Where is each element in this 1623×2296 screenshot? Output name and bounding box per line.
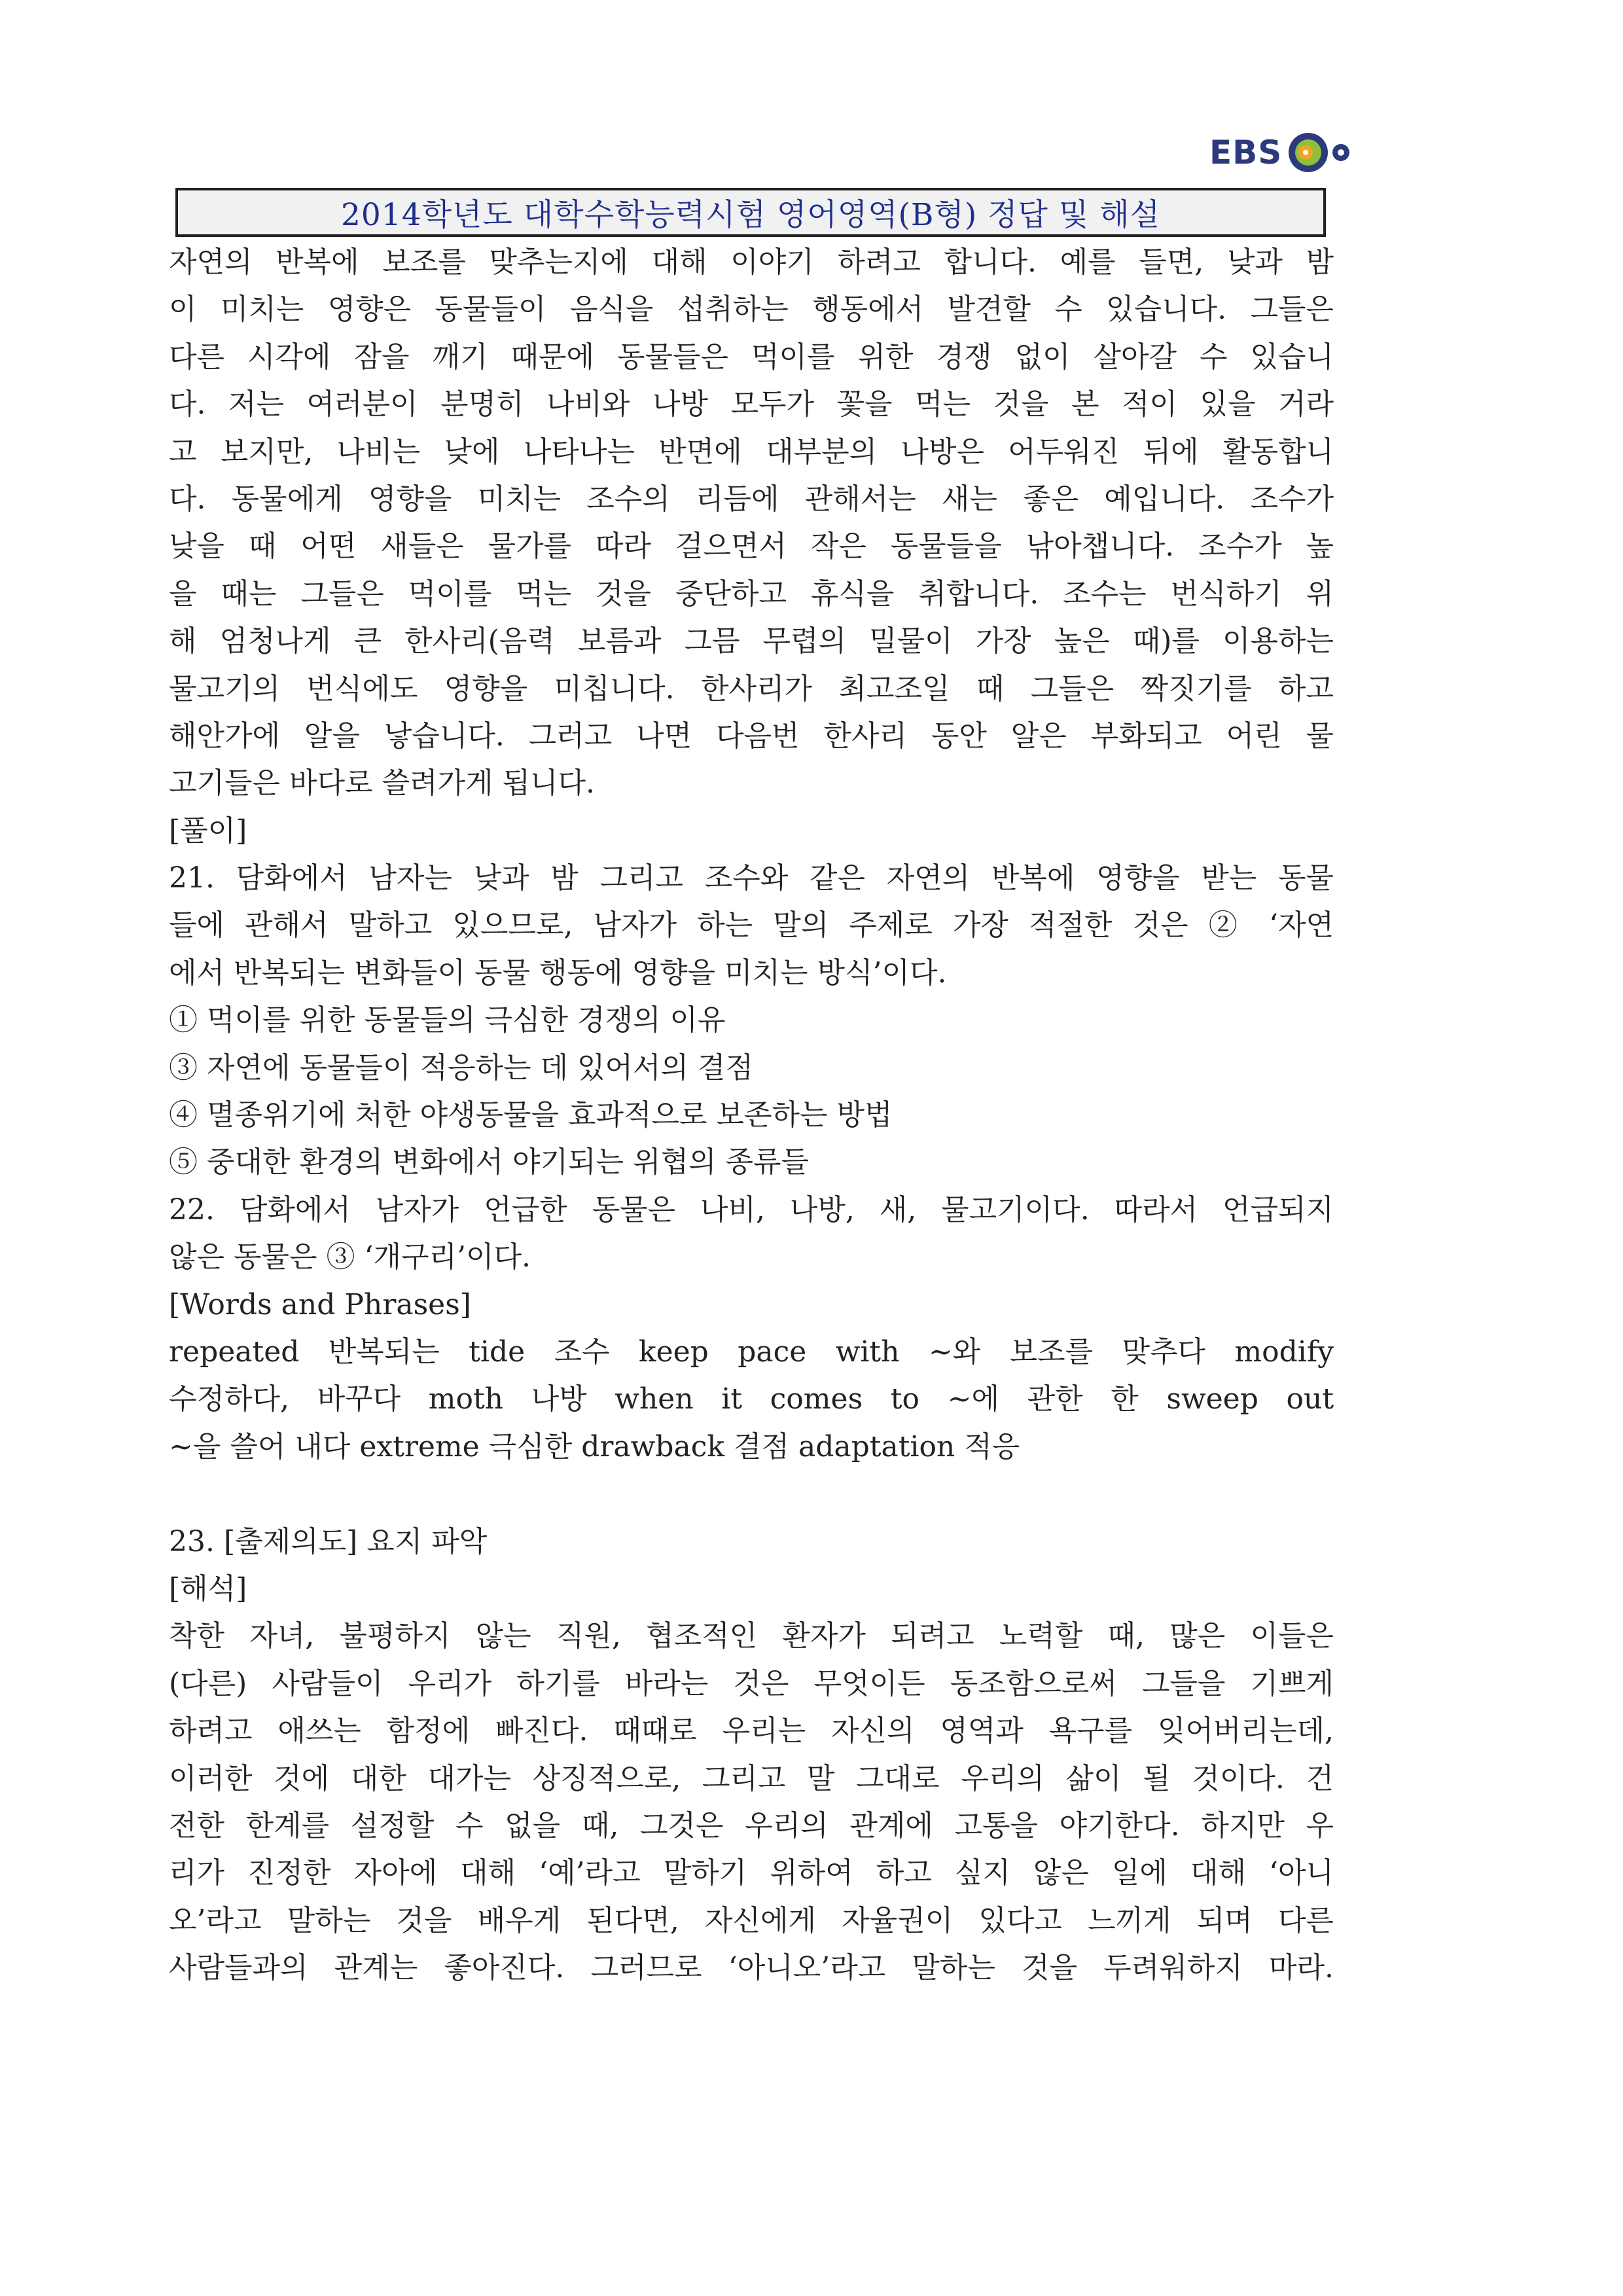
paragraph-line: 해 엄청나게 큰 한사리(음력 보름과 그믐 무렵의 밀물이 가장 높은 때)를 이용하는 xyxy=(169,624,1334,658)
paragraph-line: 다. 동물에게 영향을 미치는 조수의 리듬에 관해서는 새는 좋은 예입니다. 조수가 xyxy=(169,482,1334,516)
words-heading: [Words and Phrases] xyxy=(169,1287,471,1321)
explanation-line: 않은 동물은 ③ ‘개구리’이다. xyxy=(169,1240,531,1274)
option-item: ③ 자연에 동물들이 적응하는 데 있어서의 결점 xyxy=(169,1050,753,1085)
option-item: ④ 멸종위기에 처한 야생동물을 효과적으로 보존하는 방법 xyxy=(169,1098,893,1132)
paragraph-line: 물고기의 번식에도 영향을 미칩니다. 한사리가 최고조일 때 그들은 짝짓기를 하고 xyxy=(169,672,1334,706)
explanation-line: 21. 담화에서 남자는 낮과 밤 그리고 조수와 같은 자연의 반복에 영향을 받는 동물 xyxy=(169,861,1334,895)
words-line: ~을 쓸어 내다 extreme 극심한 drawback 결점 adaptation 적응 xyxy=(169,1429,1020,1463)
explanation-heading: [풀이] xyxy=(169,814,247,848)
words-line: repeated 반복되는 tide 조수 keep pace with ~와 보조를 맞추다 modify xyxy=(169,1335,1334,1369)
explanation-line: 들에 관해서 말하고 있으므로, 남자가 하는 말의 주제로 가장 적절한 것은 ② ‘자연 xyxy=(169,908,1334,942)
question-heading: 23. [출제의도] 요지 파악 xyxy=(169,1524,488,1558)
explanation-line: 22. 담화에서 남자가 언급한 동물은 나비, 나방, 새, 물고기이다. 따라서 언급되지 xyxy=(169,1193,1334,1227)
paragraph-line: 이 미치는 영향은 동물들이 음식을 섭취하는 행동에서 발견할 수 있습니다. 그들은 xyxy=(169,293,1334,327)
ebs-logo-icon xyxy=(1287,130,1366,175)
paragraph-line: 리가 진정한 자아에 대해 ‘예’라고 말하기 위하여 하고 싶지 않은 일에 대해 ‘아니 xyxy=(169,1856,1334,1890)
paragraph-line: 을 때는 그들은 먹이를 먹는 것을 중단하고 휴식을 취합니다. 조수는 번식하기 위 xyxy=(169,577,1334,611)
paragraph-line: 다. 저는 여러분이 분명히 나비와 나방 모두가 꽃을 먹는 것을 본 적이 있을 거라 xyxy=(169,387,1334,422)
paragraph-line: 자연의 반복에 보조를 맞추는지에 대해 이야기 하려고 합니다. 예를 들면, 낮과 밤 xyxy=(169,245,1334,279)
ebs-logo xyxy=(1209,130,1366,175)
paragraph-line: 오’라고 말하는 것을 배우게 된다면, 자신에게 자율권이 있다고 느끼게 되며 다른 xyxy=(169,1903,1334,1937)
page-title: 2014학년도 대학수학능력시험 영어영역(B형) 정답 및 해설 xyxy=(341,197,1160,233)
explanation-line: 에서 반복되는 변화들이 동물 행동에 영향을 미치는 방식’이다. xyxy=(169,956,947,990)
paragraph-line: (다른) 사람들이 우리가 하기를 바라는 것은 무엇이든 동조함으로써 그들을 기쁘게 xyxy=(169,1666,1334,1700)
spacer xyxy=(169,1471,1334,1518)
paragraph-line: 낮을 때 어떤 새들은 물가를 따라 걸으면서 작은 동물들을 낚아챕니다. 조수가 높 xyxy=(169,529,1334,564)
paragraph-line: 고기들은 바다로 쓸려가게 됩니다. xyxy=(169,766,595,800)
option-item: ⑤ 중대한 환경의 변화에서 야기되는 위협의 종류들 xyxy=(169,1145,809,1179)
paragraph-line: 전한 한계를 설정할 수 없을 때, 그것은 우리의 관계에 고통을 야기한다. 하지만 우 xyxy=(169,1808,1334,1842)
option-item: ① 먹이를 위한 동물들의 극심한 경쟁의 이유 xyxy=(169,1003,726,1037)
paragraph-line: 사람들과의 관계는 좋아진다. 그러므로 ‘아니오’라고 말하는 것을 두려워하지 마라. xyxy=(169,1951,1334,1985)
words-line: 수정하다, 바꾸다 moth 나방 when it comes to ~에 관한 한 sweep out xyxy=(169,1382,1334,1416)
paragraph-line: 다른 시각에 잠을 깨기 때문에 동물들은 먹이를 위한 경쟁 없이 살아갈 수 있습니 xyxy=(169,340,1334,374)
logo-text: EBS xyxy=(1209,134,1283,171)
paragraph-line: 고 보지만, 나비는 낮에 나타나는 반면에 대부분의 나방은 어두워진 뒤에 활동합니 xyxy=(169,435,1334,469)
paragraph-line: 착한 자녀, 불평하지 않는 직원, 협조적인 환자가 되려고 노력할 때, 많은 이들은 xyxy=(169,1619,1334,1653)
paragraph-line: 이러한 것에 대한 대가는 상징적으로, 그리고 말 그대로 우리의 삶이 될 것이다. 건 xyxy=(169,1761,1334,1795)
paragraph-line: 해안가에 알을 낳습니다. 그러고 나면 다음번 한사리 동안 알은 부화되고 어린 물 xyxy=(169,719,1334,753)
document-body xyxy=(169,239,1334,1992)
paragraph-line: 하려고 애쓰는 함정에 빠진다. 때때로 우리는 자신의 영역과 욕구를 잊어버리는데, xyxy=(169,1714,1334,1748)
question-subheading: [해석] xyxy=(169,1571,247,1605)
page-title-box xyxy=(175,188,1326,237)
